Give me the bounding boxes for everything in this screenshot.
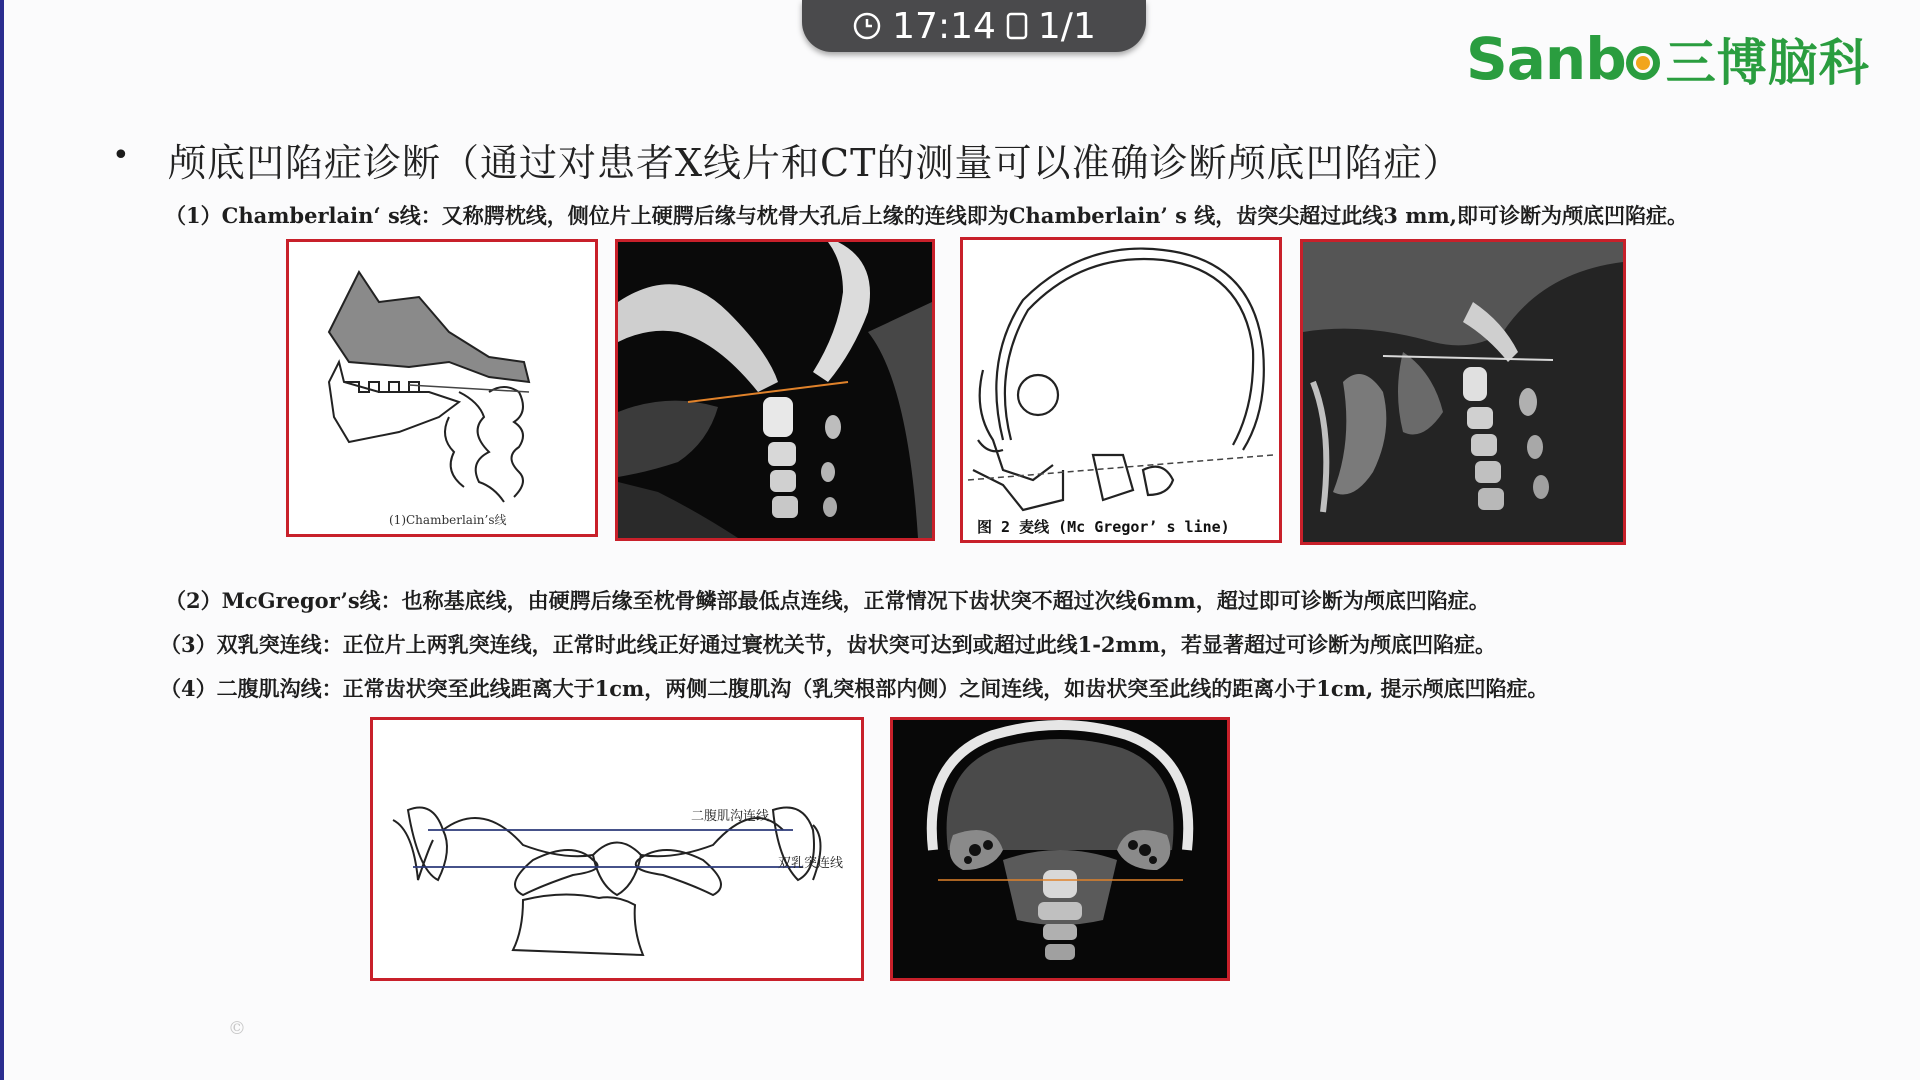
skull-lateral-drawing (289, 242, 595, 534)
fig5-label-digastric: 二腹肌沟连线 (691, 809, 770, 824)
title-bullet: • (112, 138, 130, 173)
status-page: 1/1 (1037, 5, 1096, 47)
clock-icon (852, 11, 882, 41)
status-time: 17:14 (892, 5, 996, 47)
figure-ct-sagittal-1 (615, 239, 935, 541)
criterion-line-1: （1）Chamberlain‘ s线：又称腭枕线，侧位片上硬腭后缘与枕骨大孔后上缘的连线即为Chamberlain’ s 线，齿突尖超过此线3 mm,即可诊断为颅底凹陷症。 (165, 203, 1688, 228)
ct-sagittal-image (618, 242, 932, 538)
fig1-caption: (1)Chamberlain’s线 (389, 513, 507, 527)
criterion-line-4: （4）二腹肌沟线：正常齿状突至此线距离大于1cm，两侧二腹肌沟（乳突根部内侧）之间连线，如齿状突至此线的距离小于1cm, 提示颅底凹陷症。 (160, 676, 1549, 701)
criterion-line-3: （3）双乳突连线：正位片上两乳突连线，正常时此线正好通过寰枕关节，齿状突可达到或超过此线1-2mm，若显著超过可诊断为颅底凹陷症。 (160, 632, 1496, 657)
page-icon (1006, 12, 1028, 40)
ct-sagittal-image-2 (1303, 242, 1623, 542)
logo-latin-text: Sanb (1466, 25, 1626, 93)
skull-frontal-drawing (373, 720, 861, 978)
figure-ct-coronal (890, 717, 1230, 981)
sanbo-logo (1466, 24, 1870, 94)
figure-ct-sagittal-2 (1300, 239, 1626, 545)
fig3-caption: 图 2 麦线 (Mc Gregor’ s line) (977, 518, 1230, 536)
logo-ring-icon (1626, 46, 1660, 80)
left-edge-bar (0, 0, 4, 1080)
criterion-line-2: （2）McGregor’s线：也称基底线，由硬腭后缘至枕骨鳞部最低点连线，正常情况下齿状突不超过次线6mm，超过即可诊断为颅底凹陷症。 (165, 588, 1490, 613)
figure-mcgregor-drawing (960, 237, 1282, 543)
ct-coronal-image (893, 720, 1227, 978)
status-pill (802, 0, 1146, 52)
figure-mastoid-digastric-drawing (370, 717, 864, 981)
fig5-label-mastoid: 双乳突连线 (778, 856, 844, 871)
skull-mcgregor-drawing (963, 240, 1279, 540)
figure-chamberlain-drawing (286, 239, 598, 537)
copyright-mark: © (228, 1018, 246, 1039)
slide-title: 颅底凹陷症诊断（通过对患者X线片和CT的测量可以准确诊断颅底凹陷症） (168, 141, 1462, 185)
logo-chinese-text: 三博脑科 (1665, 34, 1870, 92)
